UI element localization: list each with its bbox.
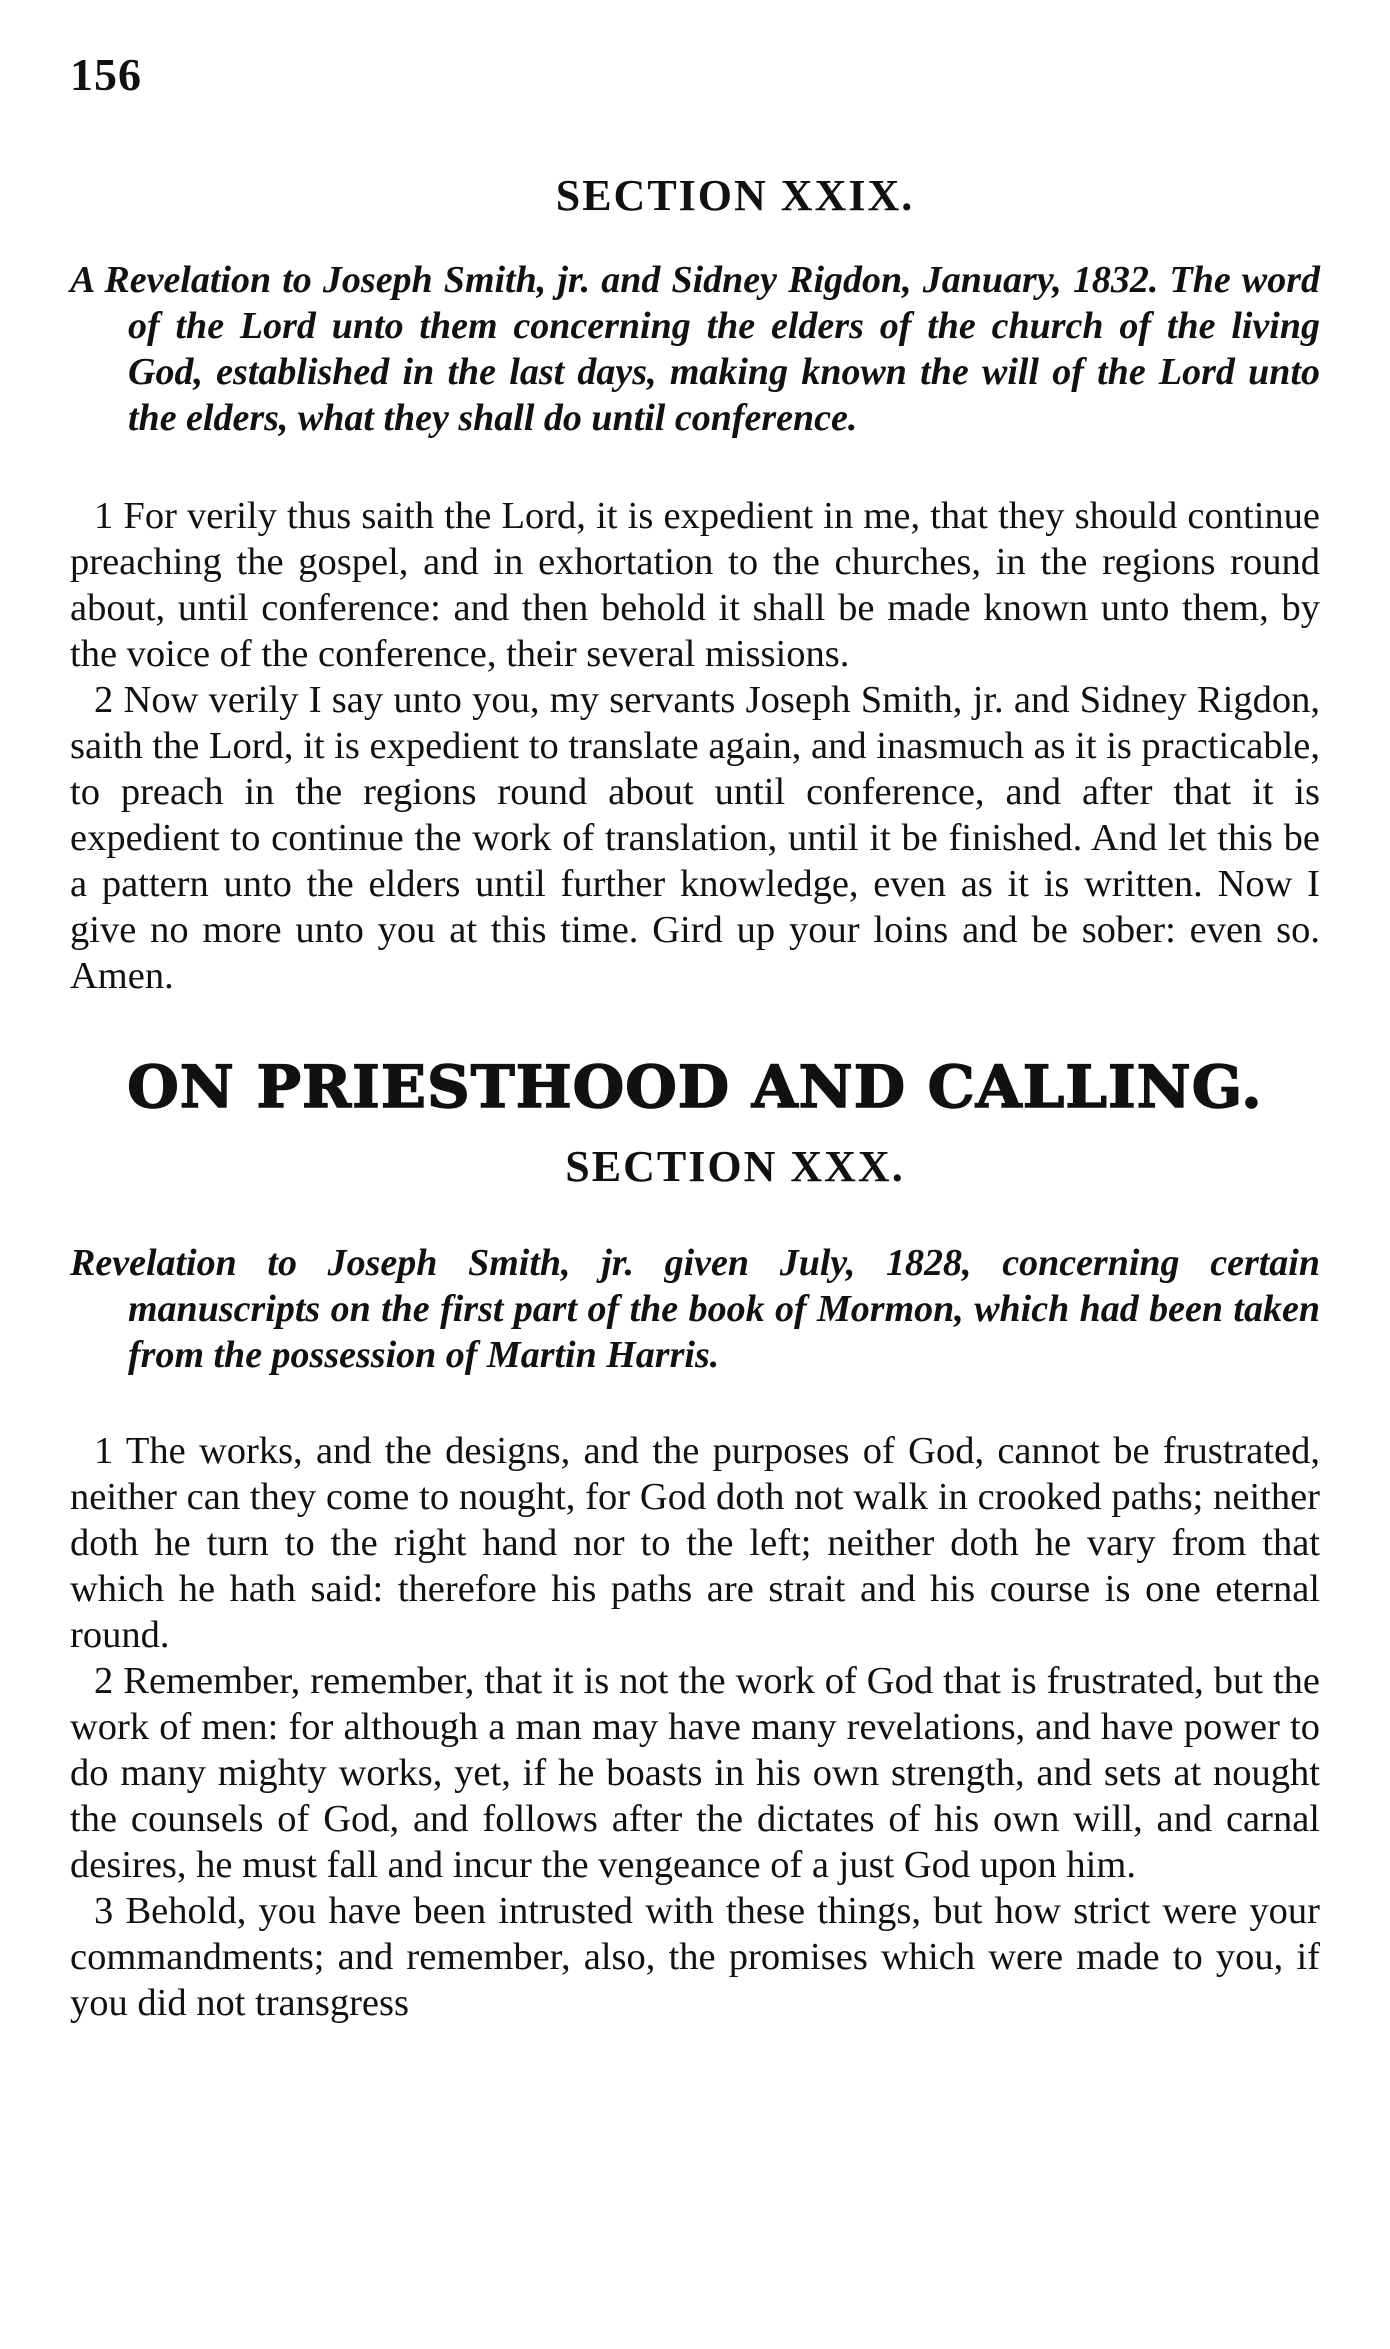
verse: 3 Behold, you have been intrusted with these things, but how strict were your commandments; and remember, also, the promises which were made to you, if you did not transgress xyxy=(70,1890,1320,2024)
verse: 2 Remember, remember, that it is not the work of God that is frustrated, but the work of men: for although a man may have many revelations, and have power to do many mighty works, yet, if he boasts in his own strength, and sets at nought the counsels of God, and follows after the dictates of his own will, and carnal desires, he must fall and incur the vengeance of a just God upon him. xyxy=(70,1660,1320,1886)
section-intro: Revelation to Joseph Smith, jr. given July, 1828, concerning certain manuscripts on the first part of the book of Mormon, which had been taken from the possession of Martin Harris. xyxy=(70,1242,1320,1376)
page-number: 156 xyxy=(70,49,142,100)
section-intro: A Revelation to Joseph Smith, jr. and Sidney Rigdon, January, 1832. The word of the Lord unto them concerning the elders of the church of the living God, established in the last days, making known the will of the Lord unto the elders, what they shall do until conference. xyxy=(70,259,1320,439)
verse: 2 Now verily I say unto you, my servants Joseph Smith, jr. and Sidney Rigdon, saith the Lord, it is expedient to translate again, and inasmuch as it is practicable, to preach in the regions round about until conference, and after that it is expedient to continue the work of translation, until it be finished. And let this be a pattern unto the elders until further knowledge, even as it is written. Now I give no more unto you at this time. Gird up your loins and be sober: even so. Amen. xyxy=(70,679,1320,997)
part-title: ON PRIESTHOOD AND CALLING. xyxy=(127,1053,1263,1121)
book-page xyxy=(70,40,1320,2026)
verse: 1 For verily thus saith the Lord, it is expedient in me, that they should continue preaching the gospel, and in exhortation to the churches, in the regions round about, until conference: and then behold it shall be made known unto them, by the voice of the conference, their several missions. xyxy=(70,495,1320,675)
section-heading: SECTION XXX. xyxy=(565,1142,905,1191)
verse: 1 The works, and the designs, and the purposes of God, cannot be frustrated, neither can they come to nought, for God doth not walk in crooked paths; neither doth he turn to the right hand nor to the left; neither doth he vary from that which he hath said: therefore his paths are strait and his course is one eternal round. xyxy=(70,1430,1320,1656)
section-heading: SECTION XXIX. xyxy=(555,171,915,220)
